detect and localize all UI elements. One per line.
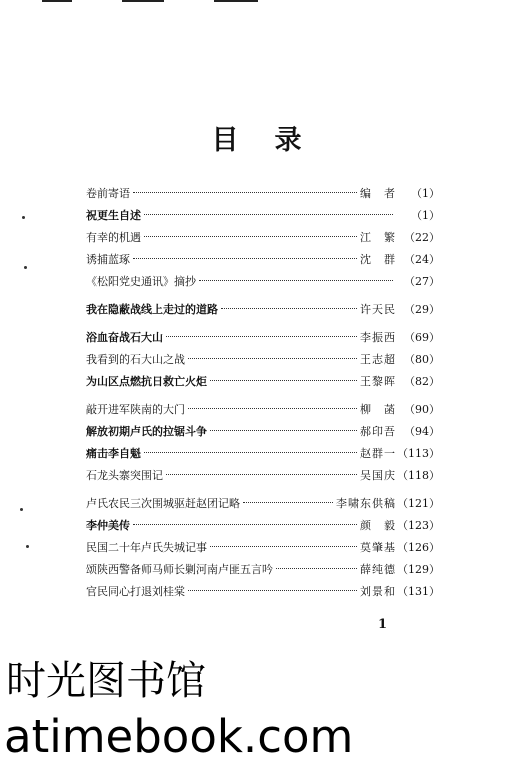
toc-group — [86, 299, 440, 321]
toc-entry — [86, 399, 440, 421]
toc-entry-author: 颜 毅 — [360, 519, 396, 532]
dot-leader — [166, 474, 357, 475]
toc-entry — [86, 299, 440, 321]
dot-leader — [188, 590, 357, 591]
scan-edge-mark-2 — [122, 0, 164, 2]
toc-entry-title: 浴血奋战石大山 — [86, 331, 163, 344]
dot-leader — [144, 214, 393, 215]
page-number: 1 — [378, 617, 388, 632]
toc-entry-page: （123） — [397, 519, 440, 532]
toc-entry-author: 王黎晖 — [360, 375, 396, 388]
toc-entry-page: （118） — [397, 469, 440, 482]
toc-entry — [86, 493, 440, 515]
toc-entry-page: （90） — [404, 403, 440, 416]
dot-leader — [133, 258, 357, 259]
toc-entry-title: 为山区点燃抗日救亡火炬 — [86, 375, 207, 388]
toc-entry-author: 刘景和 — [360, 585, 396, 598]
toc-entry-title: 解放初期卢氏的拉锯斗争 — [86, 425, 207, 438]
dot-leader — [188, 358, 357, 359]
dot-leader — [276, 568, 357, 569]
dot-leader — [210, 430, 357, 431]
toc-entry-author: 赵群一 — [360, 447, 396, 460]
toc-entry-author: 江 繁 — [360, 231, 396, 244]
toc-entry — [86, 465, 440, 487]
scan-speck — [26, 545, 29, 548]
toc-entry-author: 李振西 — [360, 331, 396, 344]
toc-entry — [86, 515, 440, 537]
dot-leader — [144, 236, 357, 237]
toc-entry-title: 石龙头寨突围记 — [86, 469, 163, 482]
toc-group — [86, 327, 440, 393]
toc-entry — [86, 443, 440, 465]
toc-entry-author: 沈 群 — [360, 253, 396, 266]
toc-entry-author: 吴国庆 — [360, 469, 396, 482]
toc-entry-page: （121） — [397, 497, 440, 510]
toc-entry-page: （129） — [397, 563, 440, 576]
dot-leader — [243, 502, 333, 503]
toc-entry — [86, 271, 440, 293]
toc-entry-author: 许天民 — [360, 303, 396, 316]
scan-speck — [24, 266, 27, 269]
toc-entry-page: （29） — [404, 303, 440, 316]
toc-entry-title: 民国二十年卢氏失城记事 — [86, 541, 207, 554]
toc-entry — [86, 581, 440, 603]
toc-entry-author: 王志超 — [360, 353, 396, 366]
toc-entry-title: 敲开进军陕南的大门 — [86, 403, 185, 416]
dot-leader — [210, 546, 357, 547]
toc-entry-title: 卷前寄语 — [86, 187, 130, 200]
toc-entry-author: 李啸东供稿 — [336, 497, 396, 510]
toc-entry-title: 李仲美传 — [86, 519, 130, 532]
toc-entry-page: （22） — [404, 231, 440, 244]
toc-entry-title: 祝更生自述 — [86, 209, 141, 222]
toc-entry-page: （1） — [411, 209, 440, 222]
toc-entry-title: 有幸的机遇 — [86, 231, 141, 244]
toc-entry — [86, 183, 440, 205]
toc-entry-page: （80） — [404, 353, 440, 366]
watermark-chinese: 时光图书馆 — [6, 658, 206, 704]
toc-entry-title: 《松阳党史通讯》摘抄 — [86, 275, 196, 288]
toc-entry-page: （1） — [411, 187, 440, 200]
toc-entry-title: 卢氏农民三次围城驱赶赵团记略 — [86, 497, 240, 510]
dot-leader — [221, 308, 357, 309]
toc-entry-title: 颂陕西警备师马师长剿河南卢匪五言吟 — [86, 563, 273, 576]
toc-entry-page: （82） — [404, 375, 440, 388]
toc-entry-author: 编 者 — [360, 187, 396, 200]
toc-entry-author: 郝印吾 — [360, 425, 396, 438]
dot-leader — [210, 380, 357, 381]
toc-entry-title: 官民同心打退刘桂棠 — [86, 585, 185, 598]
toc-entry-page: （113） — [397, 447, 440, 460]
toc-entry — [86, 249, 440, 271]
toc-entry-author: 柳 菡 — [360, 403, 396, 416]
dot-leader — [188, 408, 357, 409]
toc-entry-title: 我看到的石大山之战 — [86, 353, 185, 366]
toc-entry — [86, 205, 440, 227]
toc-entry — [86, 371, 440, 393]
toc-entry — [86, 349, 440, 371]
toc-entry-author: 薛纯德 — [360, 563, 396, 576]
toc-group — [86, 399, 440, 487]
toc-entry-title: 诱捕蓝琢 — [86, 253, 130, 266]
toc-entry — [86, 537, 440, 559]
toc-entry — [86, 327, 440, 349]
toc-entry-page: （69） — [404, 331, 440, 344]
toc-entry — [86, 421, 440, 443]
scan-speck — [20, 508, 23, 511]
toc-entry-page: （94） — [404, 425, 440, 438]
dot-leader — [133, 524, 357, 525]
dot-leader — [166, 336, 357, 337]
toc-entry-page: （131） — [397, 585, 440, 598]
toc-entry-page: （24） — [404, 253, 440, 266]
scan-speck — [22, 216, 25, 219]
page-title: 目录 — [211, 125, 338, 156]
toc-entry — [86, 559, 440, 581]
dot-leader — [199, 280, 393, 281]
scan-edge-mark-1 — [42, 0, 72, 2]
toc-entry-title: 我在隐蔽战线上走过的道路 — [86, 303, 218, 316]
toc-group — [86, 183, 440, 293]
toc-entry-title: 痛击李自魁 — [86, 447, 141, 460]
watermark-url: atimebook.com — [4, 710, 354, 763]
toc-entry — [86, 227, 440, 249]
scan-edge-mark-3 — [214, 0, 258, 2]
dot-leader — [133, 192, 357, 193]
dot-leader — [144, 452, 357, 453]
toc-entry-page: （126） — [397, 541, 440, 554]
toc-entry-author: 莫肇基 — [360, 541, 396, 554]
toc-entry-page: （27） — [404, 275, 440, 288]
toc-group — [86, 493, 440, 603]
table-of-contents — [86, 183, 440, 609]
